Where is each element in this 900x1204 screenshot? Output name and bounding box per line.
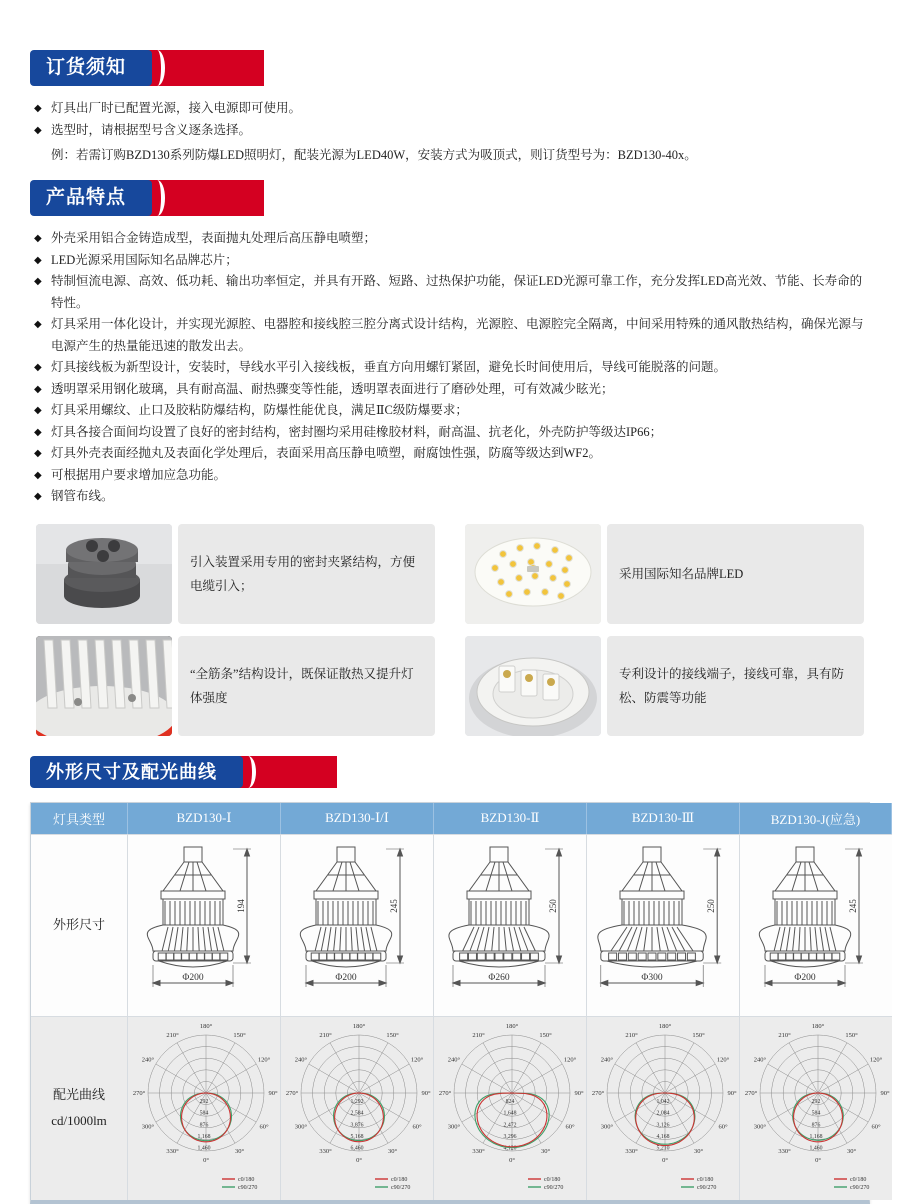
svg-text:0°: 0°	[356, 1157, 362, 1164]
svg-text:210°: 210°	[472, 1031, 485, 1039]
svg-text:270°: 270°	[744, 1090, 758, 1097]
spec-table	[30, 802, 890, 1204]
ordering-item-text: 灯具出厂时已配置光源，接入电源即可使用。	[51, 101, 302, 115]
column-header-model: BZD130-Ⅱ	[434, 803, 587, 834]
svg-text:240°: 240°	[141, 1056, 155, 1064]
ordering-item-text: 选型时，请根据型号含义逐条选择。	[51, 122, 252, 137]
diamond-bullet-icon: ◆	[34, 103, 42, 114]
svg-text:584: 584	[199, 1110, 209, 1117]
ordering-title-tab	[30, 50, 152, 86]
features-item-text: 特制恒流电源、高效、低功耗、输出功率恒定，并具有开路、短路、过热保护功能，保证LED光源可靠工作，充分发挥LED高光效、节能、长寿命的特性。	[51, 274, 863, 310]
feature-card	[465, 636, 864, 736]
svg-text:245: 245	[389, 899, 399, 913]
lamp-outline-drawing	[434, 834, 587, 1016]
cable-gland-photo	[36, 524, 172, 624]
svg-text:1,648: 1,648	[503, 1110, 517, 1117]
svg-text:180°: 180°	[352, 1023, 366, 1030]
svg-text:30°: 30°	[540, 1148, 551, 1156]
features-item-text: 灯具各接合面间均设置了良好的密封结构，密封圈均采用硅橡胶材料，耐高温、抗老化，外壳防护等级达IP66；	[51, 424, 663, 439]
row-label-curves	[31, 1016, 128, 1200]
svg-text:270°: 270°	[285, 1090, 299, 1097]
svg-text:210°: 210°	[166, 1031, 179, 1039]
column-header-model: BZD130-J(应急)	[740, 803, 892, 834]
light-distribution-polar-chart	[434, 1016, 587, 1200]
features-title: 产品特点	[46, 187, 127, 208]
svg-text:150°: 150°	[233, 1031, 246, 1039]
svg-text:60°: 60°	[718, 1123, 728, 1131]
svg-text:210°: 210°	[625, 1031, 638, 1039]
svg-text:3,296: 3,296	[503, 1133, 517, 1140]
svg-text:330°: 330°	[778, 1148, 791, 1156]
feature-card-caption: 专利设计的接线端子，接线可靠，具有防松、防震等功能	[607, 636, 864, 736]
svg-text:210°: 210°	[778, 1031, 791, 1039]
svg-text:150°: 150°	[386, 1031, 399, 1039]
svg-text:150°: 150°	[845, 1031, 858, 1039]
svg-text:60°: 60°	[871, 1123, 881, 1131]
curves-label-line2: cd/1000lm	[51, 1113, 107, 1128]
diamond-bullet-icon: ◆	[34, 469, 42, 481]
svg-text:1,460: 1,460	[197, 1145, 211, 1152]
feature-cards	[36, 524, 864, 736]
led-board-photo	[465, 524, 601, 624]
svg-text:c90/270: c90/270	[850, 1185, 870, 1192]
svg-text:194: 194	[236, 899, 246, 913]
svg-text:90°: 90°	[421, 1090, 431, 1097]
light-distribution-polar-chart	[281, 1016, 434, 1200]
section-header-dimensions	[30, 756, 870, 788]
features-item	[34, 486, 870, 508]
svg-text:3,126: 3,126	[656, 1122, 670, 1129]
svg-text:90°: 90°	[574, 1090, 584, 1097]
features-item	[34, 465, 870, 487]
svg-text:250: 250	[548, 899, 558, 913]
features-item-text: LED光源采用国际知名品牌芯片；	[51, 252, 238, 267]
svg-text:120°: 120°	[716, 1056, 730, 1064]
svg-text:0°: 0°	[203, 1157, 209, 1164]
svg-text:300°: 300°	[447, 1123, 461, 1131]
svg-text:c90/270: c90/270	[391, 1185, 411, 1192]
svg-text:240°: 240°	[294, 1056, 308, 1064]
svg-text:30°: 30°	[387, 1148, 398, 1156]
svg-text:4,168: 4,168	[656, 1133, 670, 1140]
svg-text:90°: 90°	[268, 1090, 278, 1097]
svg-text:2,084: 2,084	[656, 1110, 670, 1117]
svg-text:Φ200: Φ200	[335, 973, 357, 983]
svg-text:Φ200: Φ200	[182, 973, 204, 983]
svg-text:180°: 180°	[505, 1023, 519, 1030]
features-item	[34, 357, 870, 379]
feature-card-caption: 引入装置采用专用的密封夹紧结构，方便电缆引入；	[178, 524, 435, 624]
features-item	[34, 422, 870, 444]
svg-text:60°: 60°	[565, 1123, 575, 1131]
diamond-bullet-icon: ◆	[34, 233, 42, 244]
diamond-bullet-icon: ◆	[34, 426, 42, 438]
curves-label-line1: 配光曲线	[52, 1087, 105, 1102]
svg-text:30°: 30°	[234, 1148, 245, 1156]
features-item	[34, 400, 870, 422]
lamp-outline-drawing	[740, 834, 892, 1016]
svg-text:300°: 300°	[294, 1123, 308, 1131]
ordering-list	[34, 98, 870, 141]
svg-text:120°: 120°	[410, 1056, 424, 1064]
diamond-bullet-icon: ◆	[34, 448, 42, 459]
svg-text:240°: 240°	[753, 1056, 767, 1064]
svg-text:270°: 270°	[132, 1090, 146, 1097]
features-item-text: 透明罩采用钢化玻璃，具有耐高温、耐热骤变等性能，透明罩表面进行了磨砂处理，可有效减少眩光；	[51, 381, 614, 396]
section-header-ordering	[30, 50, 870, 86]
svg-text:584: 584	[811, 1110, 821, 1117]
svg-text:c0/180: c0/180	[697, 1177, 714, 1184]
row-label-dimensions: 外形尺寸	[31, 834, 128, 1016]
svg-text:0°: 0°	[662, 1157, 668, 1164]
svg-text:2,472: 2,472	[503, 1122, 517, 1129]
svg-text:30°: 30°	[693, 1148, 704, 1156]
light-distribution-polar-chart	[587, 1016, 740, 1200]
svg-text:c90/270: c90/270	[238, 1185, 258, 1192]
svg-text:c90/270: c90/270	[697, 1185, 717, 1192]
features-item	[34, 379, 870, 401]
svg-text:120°: 120°	[869, 1056, 883, 1064]
features-item-text: 灯具采用螺纹、止口及胶粘防爆结构，防爆性能优良，满足ⅡC级防爆要求；	[51, 403, 468, 417]
svg-text:330°: 330°	[166, 1148, 179, 1156]
svg-text:5,168: 5,168	[350, 1133, 364, 1140]
column-header-model: BZD130-Ⅰ	[128, 803, 281, 834]
svg-text:292: 292	[811, 1099, 821, 1106]
features-item	[34, 250, 870, 272]
column-header-model: BZD130-Ⅰ/Ⅰ	[281, 803, 434, 834]
features-item	[34, 271, 870, 314]
diamond-bullet-icon: ◆	[34, 124, 42, 136]
svg-text:240°: 240°	[447, 1056, 461, 1064]
svg-text:270°: 270°	[438, 1090, 452, 1097]
svg-text:1,042: 1,042	[656, 1099, 670, 1106]
light-distribution-polar-chart	[128, 1016, 281, 1200]
svg-text:1,292: 1,292	[350, 1099, 364, 1106]
features-title-tab	[30, 180, 152, 216]
svg-text:c0/180: c0/180	[238, 1177, 255, 1184]
svg-text:240°: 240°	[600, 1056, 614, 1064]
column-header-model: BZD130-Ⅲ	[587, 803, 740, 834]
svg-text:c90/270: c90/270	[544, 1185, 564, 1192]
svg-text:300°: 300°	[141, 1123, 155, 1131]
svg-text:3,876: 3,876	[350, 1122, 364, 1129]
svg-text:90°: 90°	[727, 1090, 737, 1097]
features-item-text: 钢管布线。	[51, 489, 114, 503]
features-item-text: 可根据用户要求增加应急功能。	[51, 467, 227, 482]
svg-text:90°: 90°	[880, 1090, 890, 1097]
diamond-bullet-icon: ◆	[34, 383, 42, 395]
svg-text:330°: 330°	[472, 1148, 485, 1156]
heatsink-photo	[36, 636, 172, 736]
feature-card	[465, 524, 864, 624]
feature-card	[36, 524, 435, 624]
features-item	[34, 228, 870, 250]
svg-text:824: 824	[505, 1099, 515, 1106]
lamp-outline-drawing	[128, 834, 281, 1016]
svg-text:300°: 300°	[753, 1123, 767, 1131]
svg-text:120°: 120°	[563, 1056, 577, 1064]
feature-card-caption: 采用国际知名品牌LED	[607, 524, 864, 624]
diamond-bullet-icon: ◆	[34, 254, 42, 266]
diamond-bullet-icon: ◆	[34, 362, 42, 373]
svg-text:300°: 300°	[600, 1123, 614, 1131]
features-item-text: 外壳采用铝合金铸造成型，表面抛丸处理后高压静电喷塑；	[51, 231, 377, 245]
dimensions-title: 外形尺寸及配光曲线	[46, 761, 217, 782]
svg-text:Φ200: Φ200	[794, 973, 816, 983]
diamond-bullet-icon: ◆	[34, 405, 42, 416]
svg-text:c0/180: c0/180	[544, 1177, 561, 1184]
features-item	[34, 314, 870, 357]
svg-text:2,584: 2,584	[350, 1110, 364, 1117]
svg-text:0°: 0°	[815, 1157, 821, 1164]
lamp-outline-drawing	[281, 834, 434, 1016]
svg-text:270°: 270°	[591, 1090, 605, 1097]
svg-text:0°: 0°	[509, 1157, 515, 1164]
feature-card-caption: “全筋条”结构设计，既保证散热又提升灯体强度	[178, 636, 435, 736]
table-corner-header: 灯具类型	[31, 803, 128, 834]
svg-text:876: 876	[811, 1122, 821, 1129]
ordering-item	[34, 120, 870, 142]
lamp-outline-drawing	[587, 834, 740, 1016]
svg-text:1,168: 1,168	[197, 1133, 211, 1140]
diamond-bullet-icon: ◆	[34, 276, 42, 287]
svg-text:60°: 60°	[412, 1123, 422, 1131]
features-item-text: 灯具接线板为新型设计，安装时，导线水平引入接线板，垂直方向用螺钉紧固，避免长时间使用后，导线可能脱落的问题。	[51, 360, 727, 374]
svg-text:c0/180: c0/180	[850, 1177, 867, 1184]
svg-text:210°: 210°	[319, 1031, 332, 1039]
svg-text:876: 876	[199, 1122, 209, 1129]
svg-text:180°: 180°	[658, 1023, 672, 1030]
svg-text:c0/180: c0/180	[391, 1177, 408, 1184]
light-distribution-polar-chart	[740, 1016, 892, 1200]
diamond-bullet-icon: ◆	[34, 491, 42, 502]
terminal-photo	[465, 636, 601, 736]
svg-text:245: 245	[848, 899, 858, 913]
svg-text:6,460: 6,460	[350, 1145, 364, 1152]
ordering-title: 订货须知	[46, 57, 127, 78]
features-item	[34, 443, 870, 465]
svg-text:1,168: 1,168	[809, 1133, 823, 1140]
svg-text:250: 250	[706, 899, 717, 913]
feature-card	[36, 636, 435, 736]
dimensions-title-tab	[30, 756, 243, 788]
features-item-text: 灯具采用一体化设计，并实现光源腔、电器腔和接线腔三腔分离式设计结构，光源腔、电源腔完全隔离，中间采用特殊的通风散热结构，确保光源与电源产生的热量能迅速的散发出去。	[51, 317, 864, 353]
svg-text:180°: 180°	[199, 1023, 213, 1030]
svg-text:150°: 150°	[539, 1031, 552, 1039]
features-item-text: 灯具外壳表面经抛丸及表面化学处理后，表面采用高压静电喷塑，耐腐蚀性强，防腐等级达到WF2。	[51, 446, 602, 460]
svg-text:180°: 180°	[811, 1023, 825, 1030]
svg-text:330°: 330°	[625, 1148, 638, 1156]
ordering-example: 例：若需订购BZD130系列防爆LED照明灯，配装光源为LED40W，安装方式为吸顶式，则订货型号为：BZD130-40x。	[51, 148, 697, 162]
svg-text:120°: 120°	[257, 1056, 271, 1064]
features-list	[34, 228, 870, 508]
svg-text:1,460: 1,460	[809, 1145, 823, 1152]
svg-text:4,120: 4,120	[503, 1145, 517, 1152]
svg-text:5,210: 5,210	[656, 1145, 670, 1152]
svg-text:330°: 330°	[319, 1148, 332, 1156]
svg-text:Φ260: Φ260	[488, 973, 510, 983]
section-header-features	[30, 180, 870, 216]
svg-text:292: 292	[199, 1099, 209, 1106]
svg-text:30°: 30°	[846, 1148, 857, 1156]
diamond-bullet-icon: ◆	[34, 319, 42, 330]
svg-text:60°: 60°	[259, 1123, 269, 1131]
svg-text:150°: 150°	[692, 1031, 705, 1039]
svg-text:Φ300: Φ300	[641, 973, 663, 983]
ordering-item	[34, 98, 870, 120]
